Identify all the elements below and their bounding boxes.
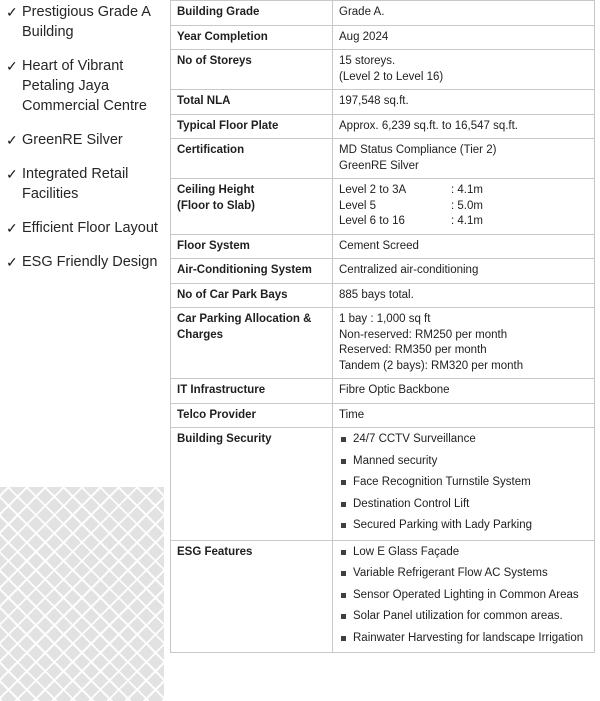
row-key: Year Completion (171, 25, 333, 50)
ceiling-value: : 4.1m (451, 184, 483, 196)
ceiling-level: Level 6 to 16 (339, 215, 405, 227)
row-key: IT Infrastructure (171, 379, 333, 404)
row-value (333, 283, 595, 308)
key-line: Car Parking Allocation & (177, 313, 312, 325)
specification-table (170, 0, 595, 653)
row-value (333, 90, 595, 115)
row-value (333, 114, 595, 139)
list-item (0, 56, 166, 116)
list-item (0, 130, 166, 150)
row-value (333, 259, 595, 284)
list-item: Secured Parking with Lady Parking (353, 518, 588, 534)
value-line: MD Status Compliance (Tier 2) (339, 144, 497, 156)
value-line: 885 bays total. (339, 288, 414, 301)
row-key: No of Car Park Bays (171, 283, 333, 308)
value-line: 197,548 sq.ft. (339, 95, 409, 107)
feature-label: Prestigious Grade A Building (22, 4, 151, 40)
row-key: Total NLA (171, 90, 333, 115)
list-item: Sensor Operated Lighting in Common Areas (353, 588, 588, 604)
table-row (171, 283, 595, 308)
value-line: Aug 2024 (339, 30, 389, 43)
row-key (171, 179, 333, 235)
value-line: Tandem (2 bays): RM320 per month (339, 359, 524, 372)
key-line: Ceiling Height (177, 184, 255, 196)
check-icon: ✓ (6, 58, 18, 74)
feature-label: GreenRE Silver (22, 132, 123, 148)
row-key: Air-Conditioning System (171, 259, 333, 284)
check-icon: ✓ (6, 4, 18, 20)
table-row (171, 308, 595, 379)
ceiling-level: Level 5 (339, 199, 377, 212)
row-value (333, 179, 595, 235)
feature-label: Efficient Floor Layout (22, 220, 158, 236)
value-line: Fibre Optic Backbone (339, 384, 450, 396)
row-key: Floor System (171, 234, 333, 259)
value-line: Non-reserved: RM250 per month (339, 328, 508, 341)
list-item: Destination Control Lift (353, 497, 588, 513)
row-value (333, 308, 595, 379)
list-item: Rainwater Harvesting for landscape Irrigation (353, 631, 588, 647)
table-row (171, 114, 595, 139)
row-key: No of Storeys (171, 50, 333, 90)
row-value (333, 403, 595, 428)
table-row (171, 259, 595, 284)
value-line: 15 storeys. (339, 55, 396, 67)
check-icon: ✓ (6, 254, 18, 270)
list-item: Solar Panel utilization for common areas. (353, 609, 588, 625)
row-key: Certification (171, 139, 333, 179)
table-row (171, 50, 595, 90)
key-line: (Floor to Slab) (177, 199, 255, 212)
table-row (171, 90, 595, 115)
list-item: Low E Glass Façade (353, 545, 588, 561)
row-value (333, 234, 595, 259)
value-line: Approx. 6,239 sq.ft. to 16,547 sq.ft. (339, 119, 519, 132)
row-value (333, 1, 595, 26)
table-row (171, 428, 595, 541)
list-item (0, 252, 166, 272)
ceiling-height-row (339, 199, 588, 215)
features-panel (0, 0, 166, 701)
key-line: Charges (177, 328, 224, 341)
table-row (171, 379, 595, 404)
value-line: 1 bay : 1,000 sq ft (339, 313, 431, 325)
row-value (333, 540, 595, 653)
table-row (171, 1, 595, 26)
value-line: Centralized air-conditioning (339, 264, 479, 276)
bullet-list (339, 545, 588, 647)
row-key: Telco Provider (171, 403, 333, 428)
row-value (333, 50, 595, 90)
row-key: Building Grade (171, 1, 333, 26)
table-row (171, 179, 595, 235)
row-key: ESG Features (171, 540, 333, 653)
feature-label: ESG Friendly Design (22, 254, 158, 270)
table-row (171, 403, 595, 428)
check-icon: ✓ (6, 220, 18, 236)
feature-list (0, 0, 166, 286)
list-item: Variable Refrigerant Flow AC Systems (353, 566, 588, 582)
list-item (0, 218, 166, 238)
row-value (333, 428, 595, 541)
value-line: Reserved: RM350 per month (339, 344, 487, 356)
row-key: Typical Floor Plate (171, 114, 333, 139)
decorative-pattern-block (0, 487, 164, 701)
list-item: Face Recognition Turnstile System (353, 475, 588, 491)
list-item (0, 164, 166, 204)
row-value (333, 379, 595, 404)
row-key: Building Security (171, 428, 333, 541)
ceiling-value: : 4.1m (451, 215, 483, 227)
table-row (171, 25, 595, 50)
value-line: Cement Screed (339, 239, 419, 252)
ceiling-height-row (339, 214, 588, 230)
list-item: 24/7 CCTV Surveillance (353, 432, 588, 448)
ceiling-level: Level 2 to 3A (339, 184, 407, 196)
ceiling-value: : 5.0m (451, 199, 483, 212)
ceiling-height-row (339, 183, 588, 199)
value-line: (Level 2 to Level 16) (339, 70, 444, 83)
table-row (171, 234, 595, 259)
check-icon: ✓ (6, 166, 18, 182)
value-line: Time (339, 408, 365, 421)
bullet-list (339, 432, 588, 534)
row-value (333, 139, 595, 179)
feature-label: Heart of Vibrant Petaling Jaya Commercial Centre (22, 58, 147, 114)
feature-label: Integrated Retail Facilities (22, 166, 129, 202)
list-item (0, 2, 166, 42)
row-key (171, 308, 333, 379)
table-row (171, 139, 595, 179)
check-icon: ✓ (6, 132, 18, 148)
value-line: GreenRE Silver (339, 159, 419, 172)
list-item: Manned security (353, 454, 588, 470)
value-line: Grade A. (339, 6, 385, 18)
row-value (333, 25, 595, 50)
table-row (171, 540, 595, 653)
